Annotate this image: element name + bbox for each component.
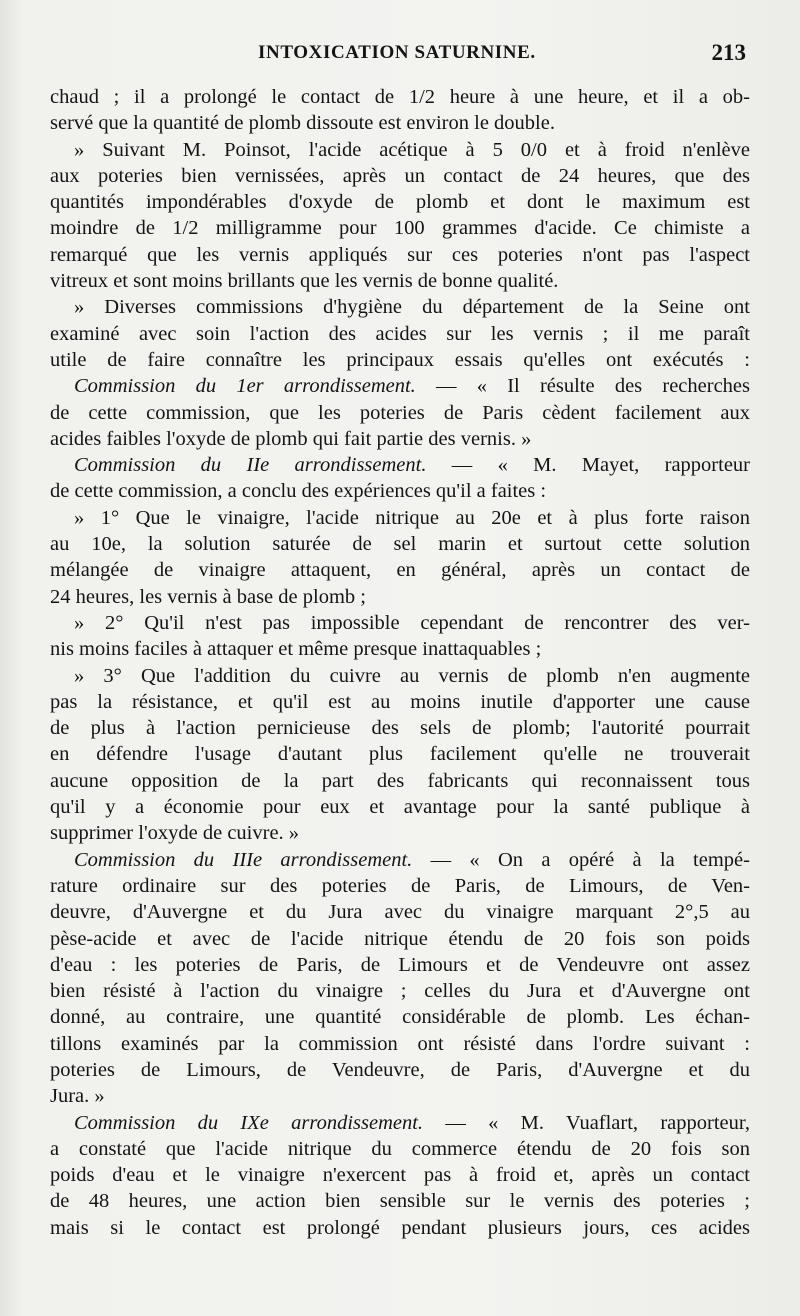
text-line: 24 heures, les vernis à base de plomb ; <box>50 585 366 608</box>
text-line: Commission du IIIe arrondissement. — « On a opéré à la tempé- <box>74 848 750 871</box>
text-line: » 1° Que le vinaigre, l'acide nitrique au 20e et à plus forte raison <box>74 506 750 529</box>
page-header <box>50 42 750 74</box>
text-line: supprimer l'oxyde de cuivre. » <box>50 822 300 845</box>
text-line: nis moins faciles à attaquer et même presque inattaquables ; <box>50 638 542 661</box>
text-line: tillons examinés par la commission ont résisté dans l'ordre suivant : <box>50 1032 750 1055</box>
running-title: INTOXICATION SATURNINE. <box>258 42 536 63</box>
text-line: aucune opposition de la part des fabricants qui reconnaissent tous <box>50 769 750 792</box>
text-line: vitreux et sont moins brillants que les vernis de bonne qualité. <box>50 270 559 293</box>
text-line: mais si le contact est prolongé pendant plusieurs jours, ces acides <box>50 1216 750 1239</box>
text-line: bien résisté à l'action du vinaigre ; celles du Jura et d'Auvergne ont <box>50 980 750 1003</box>
text-line: de cette commission, que les poteries de Paris cèdent facilement aux <box>50 401 750 424</box>
text-line: au 10e, la solution saturée de sel marin et surtout cette solution <box>50 533 750 556</box>
text-line: mélangée de vinaigre attaquent, en général, après un contact de <box>50 559 750 582</box>
text-line: a constaté que l'acide nitrique du commerce étendu de 20 fois son <box>50 1137 750 1160</box>
text-line: » Suivant M. Poinsot, l'acide acétique à 5 0/0 et à froid n'enlève <box>74 138 750 161</box>
text-line: deuvre, d'Auvergne et du Jura avec du vinaigre marquant 2°,5 au <box>50 901 750 924</box>
text-line: » Diverses commissions d'hygiène du département de la Seine ont <box>74 296 750 319</box>
text-line: de plus à l'action pernicieuse des sels de plomb; l'autorité pourrait <box>50 717 750 740</box>
text-line: remarqué que les vernis appliqués sur ces poteries n'ont pas l'aspect <box>50 243 750 266</box>
text-line: rature ordinaire sur des poteries de Paris, de Limours, de Ven- <box>50 874 750 897</box>
text-line: acides faibles l'oxyde de plomb qui fait partie des vernis. » <box>50 427 532 450</box>
text-line: moindre de 1/2 milligramme pour 100 grammes d'acide. Ce chimiste a <box>50 217 750 240</box>
text-line: Commission du IXe arrondissement. — « M. Vuaflart, rapporteur, <box>74 1111 750 1134</box>
text-line: » 2° Qu'il n'est pas impossible cependant de rencontrer des ver- <box>74 611 750 634</box>
text-line: quantités impondérables d'oxyde de plomb et dont le maximum est <box>50 191 750 214</box>
text-line: aux poteries bien vernissées, après un contact de 24 heures, que des <box>50 164 750 187</box>
text-line: chaud ; il a prolongé le contact de 1/2 heure à une heure, et il a ob- <box>50 86 750 108</box>
text-line: poteries de Limours, de Vendeuvre, de Paris, d'Auvergne et du <box>50 1058 750 1081</box>
text-line: utile de faire connaître les principaux essais qu'elles ont exécutés : <box>50 348 750 371</box>
text-line: donné, au contraire, une quantité considérable de plomb. Les échan- <box>50 1006 750 1029</box>
text-line: de 48 heures, une action bien sensible sur le vernis des poteries ; <box>50 1190 750 1213</box>
text-line: Commission du 1er arrondissement. — « Il résulte des recherches <box>74 375 750 398</box>
text-line: servé que la quantité de plomb dissoute est environ le double. <box>50 112 555 135</box>
commission-heading: Commission du IXe arrondissement. <box>74 1111 424 1134</box>
text-line: Commission du IIe arrondissement. — « M. Mayet, rapporteur <box>74 454 750 477</box>
text-line: examiné avec soin l'action des acides sur les vernis ; il me paraît <box>50 322 750 345</box>
text-line: » 3° Que l'addition du cuivre au vernis de plomb n'en augmente <box>74 664 750 687</box>
commission-heading: Commission du 1er arrondissement. <box>74 375 416 398</box>
commission-heading: Commission du IIe arrondissement. <box>74 454 427 477</box>
text-line: d'eau : les poteries de Paris, de Limours et de Vendeuvre ont assez <box>50 953 750 976</box>
page-number: 213 <box>711 40 746 65</box>
commission-heading: Commission du IIIe arrondissement. <box>74 848 413 871</box>
text-line: pas la résistance, et qu'il est au moins inutile d'apporter une cause <box>50 690 750 713</box>
text-line: pèse-acide et avec de l'acide nitrique étendu de 20 fois son poids <box>50 927 750 950</box>
text-line: qu'il y a économie pour eux et avantage pour la santé publique à <box>50 796 750 819</box>
text-line: en défendre l'usage d'autant plus facilement qu'elle ne trouverait <box>50 743 750 766</box>
text-line: poids d'eau et le vinaigre n'exercent pas à froid et, après un contact <box>50 1164 750 1187</box>
body-text <box>50 84 750 1241</box>
text-line: de cette commission, a conclu des expériences qu'il a faites : <box>50 480 547 503</box>
text-line: Jura. » <box>50 1085 105 1108</box>
